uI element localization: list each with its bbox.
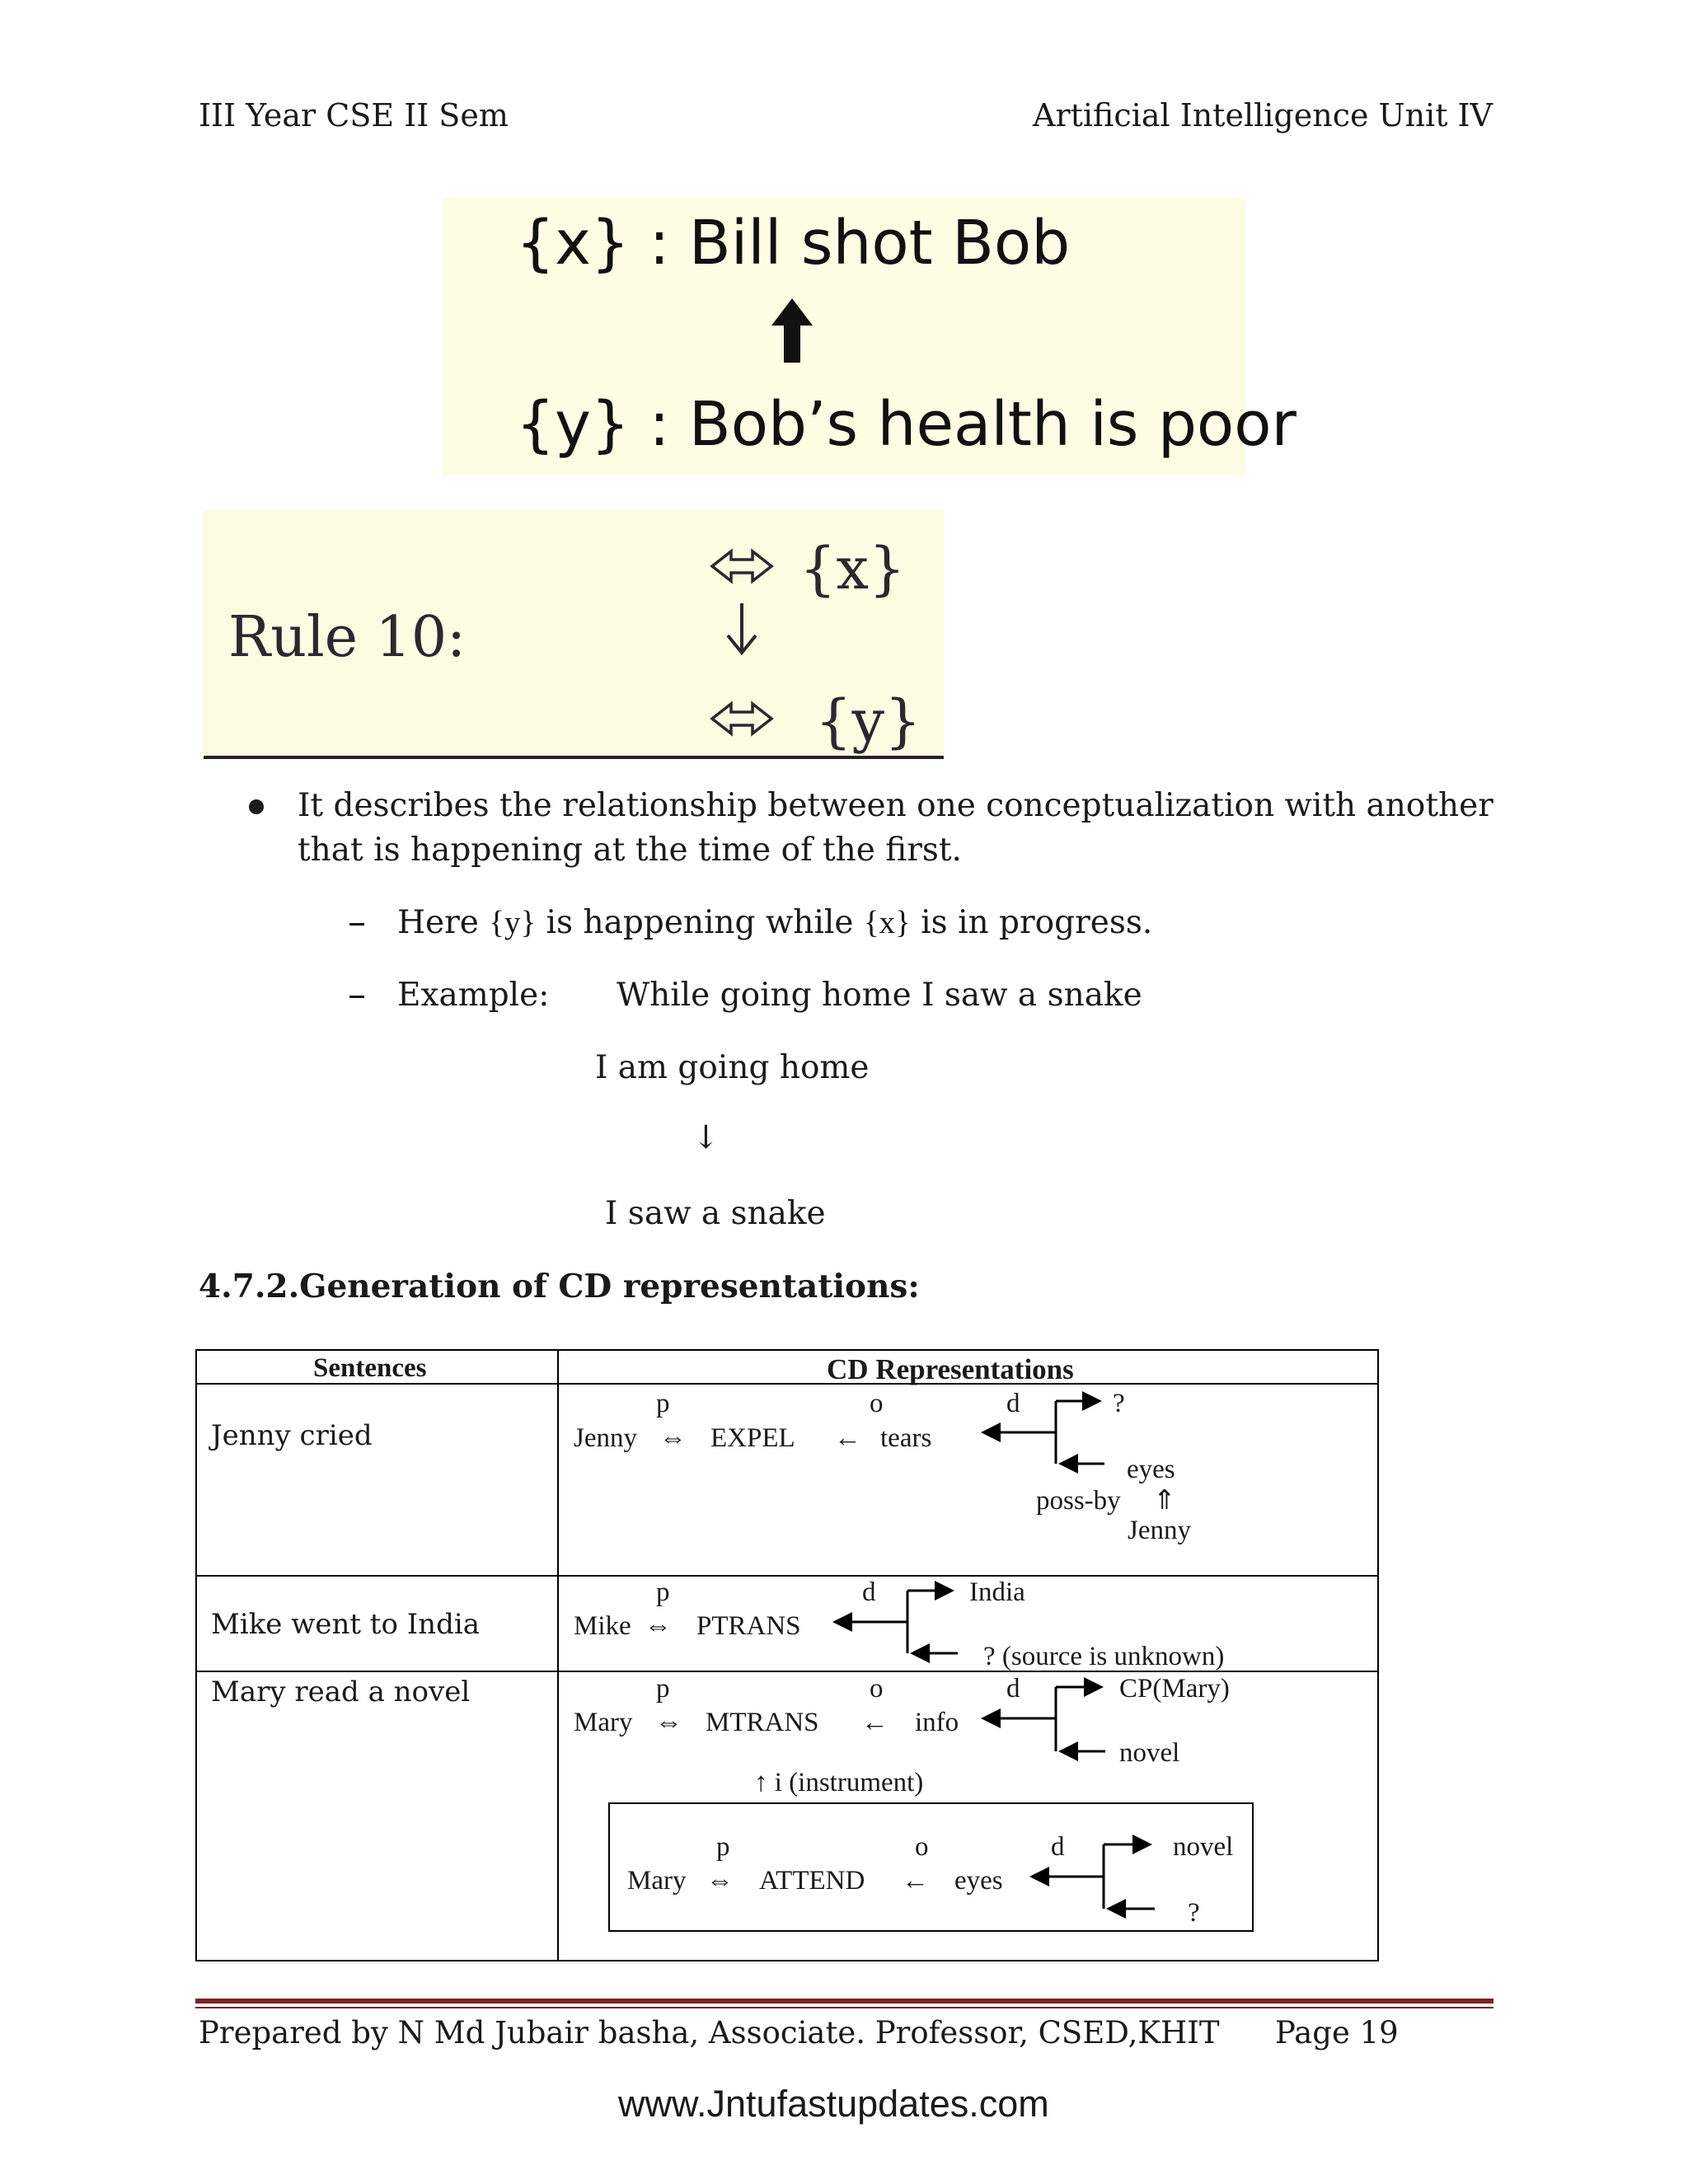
cd-recipient-to: CP(Mary): [1119, 1674, 1230, 1704]
rule-x: {x}: [799, 535, 906, 602]
cd-label-p: p: [656, 1389, 670, 1418]
cd-object-arrow: ←: [902, 1866, 929, 1896]
recipient-arrow-icon: [835, 1591, 958, 1653]
cd-recipient-from: ?: [1188, 1898, 1200, 1928]
cd-label-o: o: [870, 1674, 884, 1704]
rule-y: {y}: [815, 687, 921, 755]
bullet-line-1: It describes the relationship between one conceptualization with another: [298, 787, 1493, 824]
table-header-cd: CD Representations: [827, 1353, 1074, 1385]
dash-item-2-text: While going home I saw a snake: [617, 977, 1142, 1014]
cd-recipient-from: ? (source is unknown): [983, 1642, 1225, 1671]
footer-rule: [195, 1999, 1493, 2004]
cd-object-arrow: ←: [861, 1708, 889, 1737]
sentence-cell: Mike went to India: [211, 1608, 480, 1641]
cd-recipient-from: novel: [1119, 1738, 1180, 1768]
cd-actor: Mary: [574, 1708, 633, 1737]
cd-possby-who: Jenny: [1128, 1516, 1191, 1545]
figure-line-y: {y} : Bob’s health is poor: [516, 389, 1296, 460]
example-line-2: I saw a snake: [605, 1195, 826, 1232]
dash-1-text-a: Here: [397, 904, 490, 941]
dash-1-y: {y}: [489, 905, 537, 940]
cd-label-p: p: [656, 1674, 670, 1704]
header-right: Artificial Intelligence Unit IV: [1033, 97, 1493, 134]
cd-instrument: ↑ i (instrument): [754, 1768, 924, 1797]
cd-label-d: d: [1006, 1674, 1020, 1704]
cd-act: ATTEND: [759, 1866, 865, 1896]
cd-actor: Mike: [574, 1611, 631, 1641]
cd-label-p: p: [656, 1577, 670, 1607]
example-arrow: ↓: [692, 1119, 720, 1156]
cd-object: tears: [880, 1423, 932, 1453]
cd-link-icon: ⇔: [659, 1423, 687, 1453]
recipient-arrow-icon: [983, 1401, 1104, 1464]
cd-act: EXPEL: [710, 1423, 795, 1453]
rule-label: Rule 10:: [228, 605, 467, 670]
table-header-sentences: Sentences: [313, 1353, 427, 1383]
dash-1-text-c: is in progress.: [910, 904, 1153, 941]
dash-1-x: {x}: [863, 905, 911, 940]
cd-actor: Jenny: [574, 1423, 637, 1453]
footer-rule-thin: [195, 2007, 1493, 2008]
cd-object: info: [915, 1708, 959, 1737]
figure-line-x: {x} : Bill shot Bob: [516, 208, 1071, 279]
header-left: III Year CSE II Sem: [199, 97, 509, 134]
dash-1-text-b: is happening while: [536, 904, 864, 941]
cd-label-d: d: [1006, 1389, 1020, 1418]
recipient-arrow-icon: [1032, 1844, 1155, 1909]
cd-possby: poss-by: [1036, 1486, 1121, 1516]
website-link[interactable]: www.Jntufastupdates.com: [618, 2083, 1049, 2125]
cd-recipient-from: eyes: [1127, 1455, 1175, 1484]
cd-label-p: p: [716, 1832, 730, 1862]
dash-item-2-label: Example:: [397, 977, 550, 1014]
cd-link-icon: ⇔: [706, 1866, 734, 1896]
cd-recipient-to: novel: [1173, 1832, 1234, 1862]
footer-text: Prepared by N Md Jubair basha, Associate. Professor, CSED,KHIT: [199, 2015, 1220, 2050]
bullet-line-2: that is happening at the time of the first.: [298, 832, 962, 869]
cd-act: MTRANS: [706, 1708, 819, 1737]
cd-label-d: d: [862, 1577, 876, 1607]
example-line-1: I am going home: [595, 1049, 870, 1086]
cd-object: eyes: [954, 1866, 1003, 1896]
sentence-cell: Jenny cried: [211, 1419, 373, 1452]
cd-label-o: o: [915, 1832, 929, 1862]
cd-act: PTRANS: [696, 1611, 801, 1641]
cd-label-d: d: [1051, 1832, 1065, 1862]
cd-recipient-to: ?: [1113, 1389, 1125, 1418]
cd-link-icon: ⇔: [645, 1611, 672, 1641]
cd-link-icon: ⇔: [655, 1708, 682, 1737]
cd-actor: Mary: [627, 1866, 687, 1896]
page-number: Page 19: [1275, 2015, 1399, 2050]
double-up-arrow-icon: ⇑: [1153, 1486, 1176, 1516]
cd-recipient-to: India: [969, 1577, 1025, 1607]
cd-label-o: o: [870, 1389, 884, 1418]
sentence-cell: Mary read a novel: [211, 1675, 471, 1708]
cd-object-arrow: ←: [834, 1423, 861, 1453]
section-title: 4.7.2.Generation of CD representations:: [199, 1268, 920, 1305]
recipient-arrow-icon: [983, 1687, 1105, 1751]
